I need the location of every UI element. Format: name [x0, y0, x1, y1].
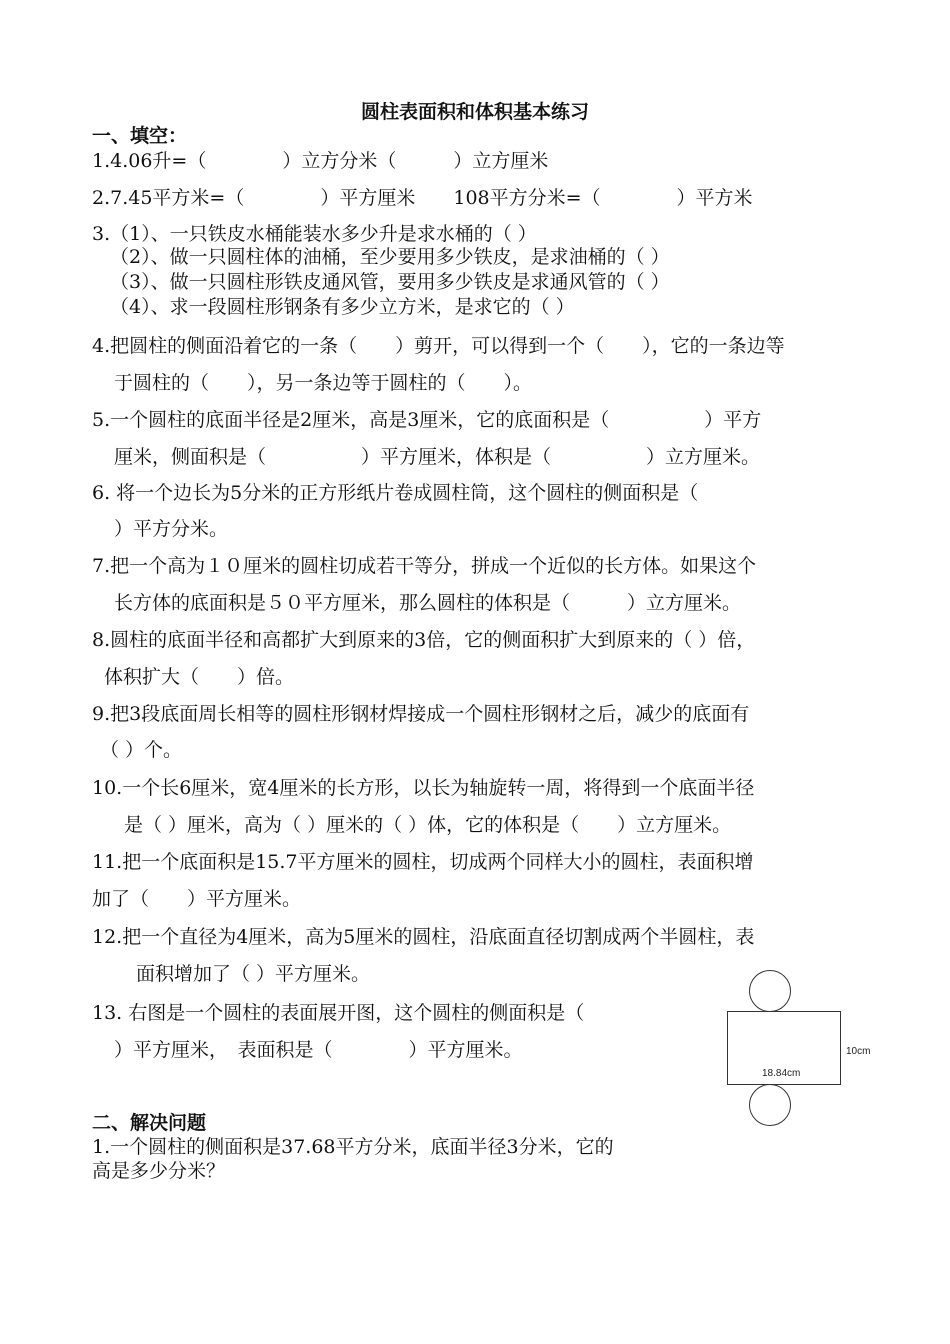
question-6-line-2: ）平方分米。: [114, 518, 229, 540]
section-heading-problem-solving: 二、解决问题: [92, 1112, 207, 1134]
bottom-circle-base: [749, 1084, 791, 1126]
question-3-part-3: （3）、做一只圆柱形铁皮通风管，要用多少铁皮是求通风管的（ ）: [110, 271, 670, 293]
question-11-line-2: 加了（ ）平方厘米。: [92, 888, 302, 910]
question-9-line-1: 9.把3段底面周长相等的圆柱形钢材焊接成一个圆柱形钢材之后，减少的底面有: [92, 703, 750, 725]
question-3-part-2: （2）、做一只圆柱体的油桶，至少要用多少铁皮，是求油桶的（ ）: [110, 246, 670, 268]
width-label: 18.84cm: [762, 1068, 801, 1079]
question-2: 2.7.45平方米=（ ）平方厘米 108平方分米=（ ）平方米: [92, 187, 753, 209]
question-11-line-1: 11.把一个底面积是15.7平方厘米的圆柱，切成两个同样大小的圆柱，表面积增: [92, 851, 754, 873]
question-10-line-1: 10.一个长6厘米，宽4厘米的长方形，以长为轴旋转一周，将得到一个底面半径: [92, 777, 755, 799]
question-5-line-2: 厘米，侧面积是（ ）平方厘米，体积是（ ）立方厘米。: [114, 446, 761, 468]
question-6-line-1: 6. 将一个边长为5分米的正方形纸片卷成圆柱筒，这个圆柱的侧面积是（: [92, 482, 699, 504]
question-9-line-2: （ ）个。: [100, 739, 183, 761]
question-4-line-1: 4.把圆柱的侧面沿着它的一条（ ）剪开，可以得到一个（ ），它的一条边等: [92, 335, 785, 357]
question-13-line-1: 13. 右图是一个圆柱的表面展开图，这个圆柱的侧面积是（: [92, 1002, 585, 1024]
question-1: 1.4.06升=（ ）立方分米（ ）立方厘米: [92, 150, 549, 172]
question-5-line-1: 5.一个圆柱的底面半径是2厘米，高是3厘米，它的底面积是（ ）平方: [92, 409, 762, 431]
height-label: 10cm: [846, 1046, 871, 1057]
question-3-part-4: （4）、求一段圆柱形钢条有多少立方米，是求它的（ ）: [110, 296, 575, 318]
question-10-line-2: 是（ ）厘米，高为（ ）厘米的（ ）体，它的体积是（ ）立方厘米。: [124, 814, 732, 836]
question-7-line-2: 长方体的底面积是５０平方厘米，那么圆柱的体积是（ ）立方厘米。: [114, 592, 742, 614]
question-7-line-1: 7.把一个高为１０厘米的圆柱切成若干等分，拼成一个近似的长方体。如果这个: [92, 555, 757, 577]
cylinder-net-diagram: [720, 965, 890, 1130]
question-3-part-1: 3.（1）、一只铁皮水桶能装水多少升是求水桶的（ ）: [92, 223, 537, 245]
page-title: 圆柱表面积和体积基本练习: [360, 101, 589, 123]
question-8-line-2: 体积扩大（ ）倍。: [104, 666, 295, 688]
question-12-line-2: 面积增加了（ ）平方厘米。: [136, 963, 371, 985]
section-heading-fill-blank: 一、填空：: [92, 125, 188, 147]
question-8-line-1: 8.圆柱的底面半径和高都扩大到原来的3倍，它的侧面积扩大到原来的（ ）倍，: [92, 629, 756, 651]
question-12-line-1: 12.把一个直径为4厘米，高为5厘米的圆柱，沿底面直径切割成两个半圆柱，表: [92, 926, 755, 948]
problem-1-line-1: 1.一个圆柱的侧面积是37.68平方分米，底面半径3分米，它的: [92, 1136, 614, 1158]
question-4-line-2: 于圆柱的（ ），另一条边等于圆柱的（ ）。: [114, 372, 533, 394]
problem-1-line-2: 高是多少分米？: [92, 1160, 226, 1182]
question-13-line-2: ）平方厘米， 表面积是（ ）平方厘米。: [114, 1039, 523, 1061]
top-circle-base: [749, 970, 791, 1012]
